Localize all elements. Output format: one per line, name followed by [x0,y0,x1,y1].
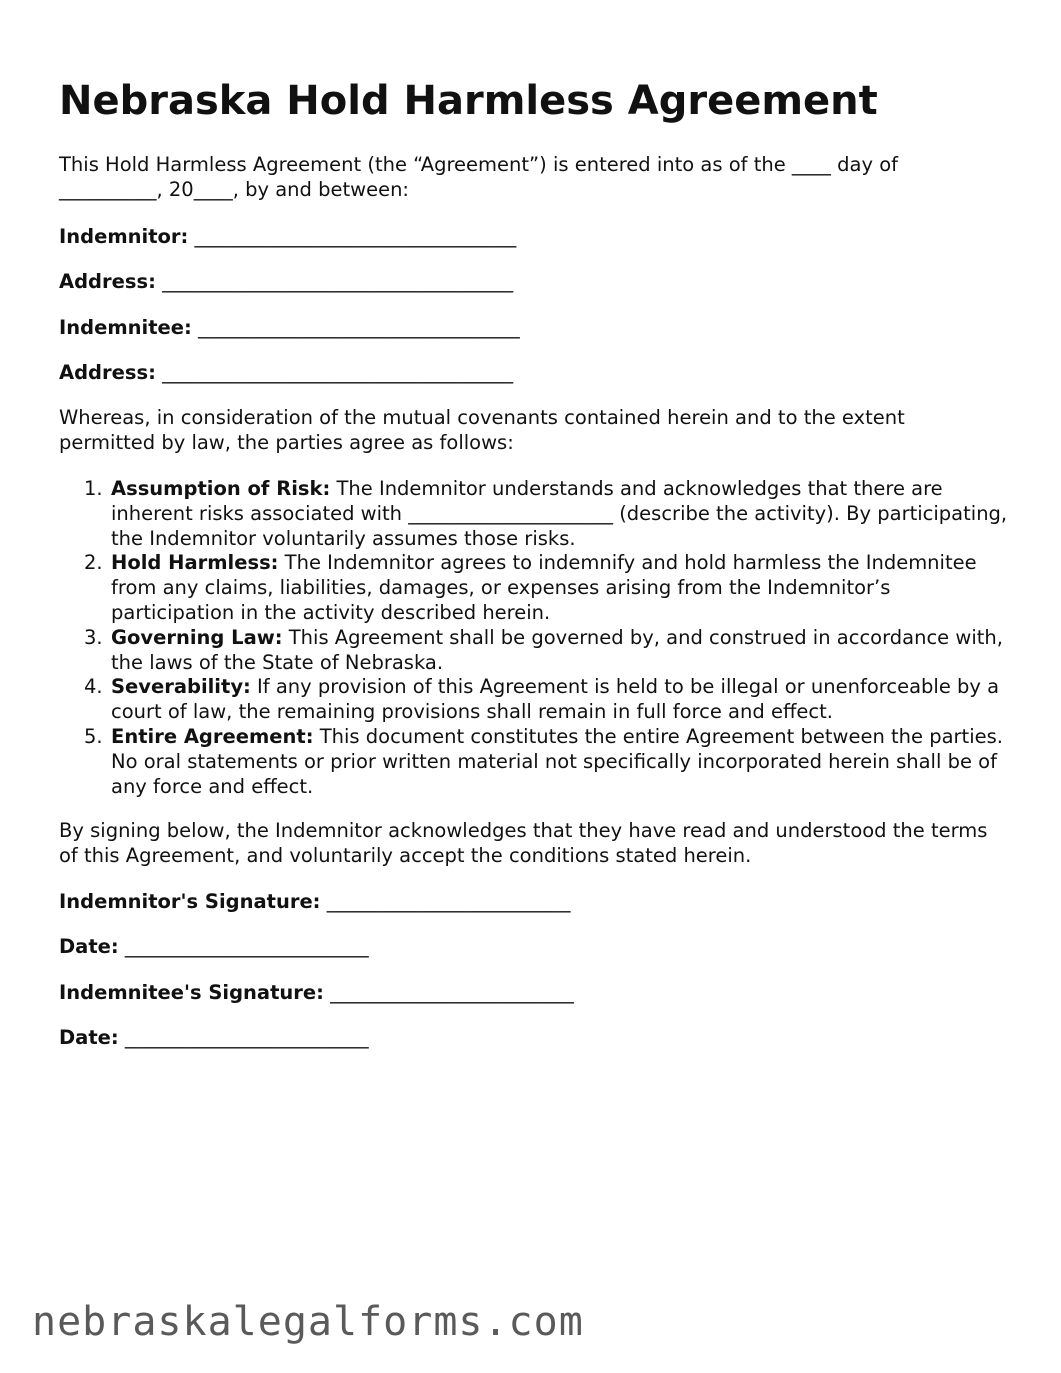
list-item [59,725,1019,799]
list-item [59,477,1019,551]
document-title: Nebraska Hold Harmless Agreement [59,78,878,124]
indemnitor-date-label: Date: [59,935,119,958]
term-text: The Indemnitor understands and acknowledges that there are inherent risks associated with _____________________ (describe the activity). By participating, the Indemnitor voluntarily assumes those risks. [111,477,1008,550]
closing-paragraph: By signing below, the Indemnitor acknowledges that they have read and understood the terms of this Agreement, and voluntarily accept the conditions stated herein. [59,819,988,867]
indemnitee-field [59,316,520,340]
indemnitee-address-label: Address: [59,361,156,384]
indemnitor-field [59,225,516,249]
term-heading: Hold Harmless: [111,551,279,575]
indemnitor-date-blank: _________________________ [124,935,369,958]
indemnitor-signature-field [59,890,570,914]
intro-paragraph: This Hold Harmless Agreement (the “Agreement”) is entered into as of the ____ day of __________, 20____, by and between: [59,153,898,201]
indemnitor-signature-label: Indemnitor's Signature: [59,890,321,913]
term-heading: Governing Law: [111,625,283,649]
term-text: If any provision of this Agreement is held to be illegal or unenforceable by a court of law, the remaining provisions shall remain in full force and effect. [111,675,1000,724]
indemnitee-date-blank: _________________________ [124,1026,369,1049]
indemnitor-address-blank: ____________________________________ [162,270,514,293]
term-heading: Entire Agreement: [111,724,314,748]
list-item-number: 5. [84,724,103,748]
list-item [59,675,1019,725]
indemnitor-signature-blank: _________________________ [326,890,571,913]
term-heading: Severability: [111,675,251,699]
list-item [59,551,1019,625]
list-item-number: 1. [84,477,103,500]
indemnitor-address-field [59,270,513,294]
site-watermark: nebraskalegalforms.com [32,1299,584,1345]
list-item-number: 3. [84,625,103,649]
indemnitee-label: Indemnitee: [59,316,192,339]
whereas-paragraph: Whereas, in consideration of the mutual covenants contained herein and to the extent permitted by law, the parties agree as follows: [59,406,905,454]
indemnitor-blank: _________________________________ [194,225,517,248]
indemnitee-date-label: Date: [59,1026,119,1049]
term-heading: Assumption of Risk: [111,477,331,500]
indemnitee-date-field [59,1026,369,1050]
indemnitor-label: Indemnitor: [59,225,189,248]
indemnitee-address-field [59,361,513,385]
indemnitee-address-blank: ____________________________________ [162,361,514,384]
term-text: This Agreement shall be governed by, and construed in accordance with, the laws of the State of Nebraska. [111,625,1003,674]
indemnitor-date-field [59,935,369,959]
list-item-number: 4. [84,675,103,699]
term-text: The Indemnitor agrees to indemnify and hold harmless the Indemnitee from any claims, liabilities, damages, or expenses arising from the Indemnitor’s participation in the activity described herein. [111,551,977,624]
list-item [59,626,1019,676]
indemnitor-address-label: Address: [59,270,156,293]
indemnitee-signature-blank: _________________________ [330,981,574,1004]
term-text: This document constitutes the entire Agreement between the parties. No oral statements or prior written material not specifically incorporated herein shall be of any force and effect. [111,724,1003,798]
terms-list [59,477,1019,799]
indemnitee-signature-label: Indemnitee's Signature: [59,981,324,1004]
list-item-number: 2. [84,551,103,575]
indemnitee-blank: _________________________________ [197,316,520,339]
indemnitee-signature-field [59,981,574,1005]
